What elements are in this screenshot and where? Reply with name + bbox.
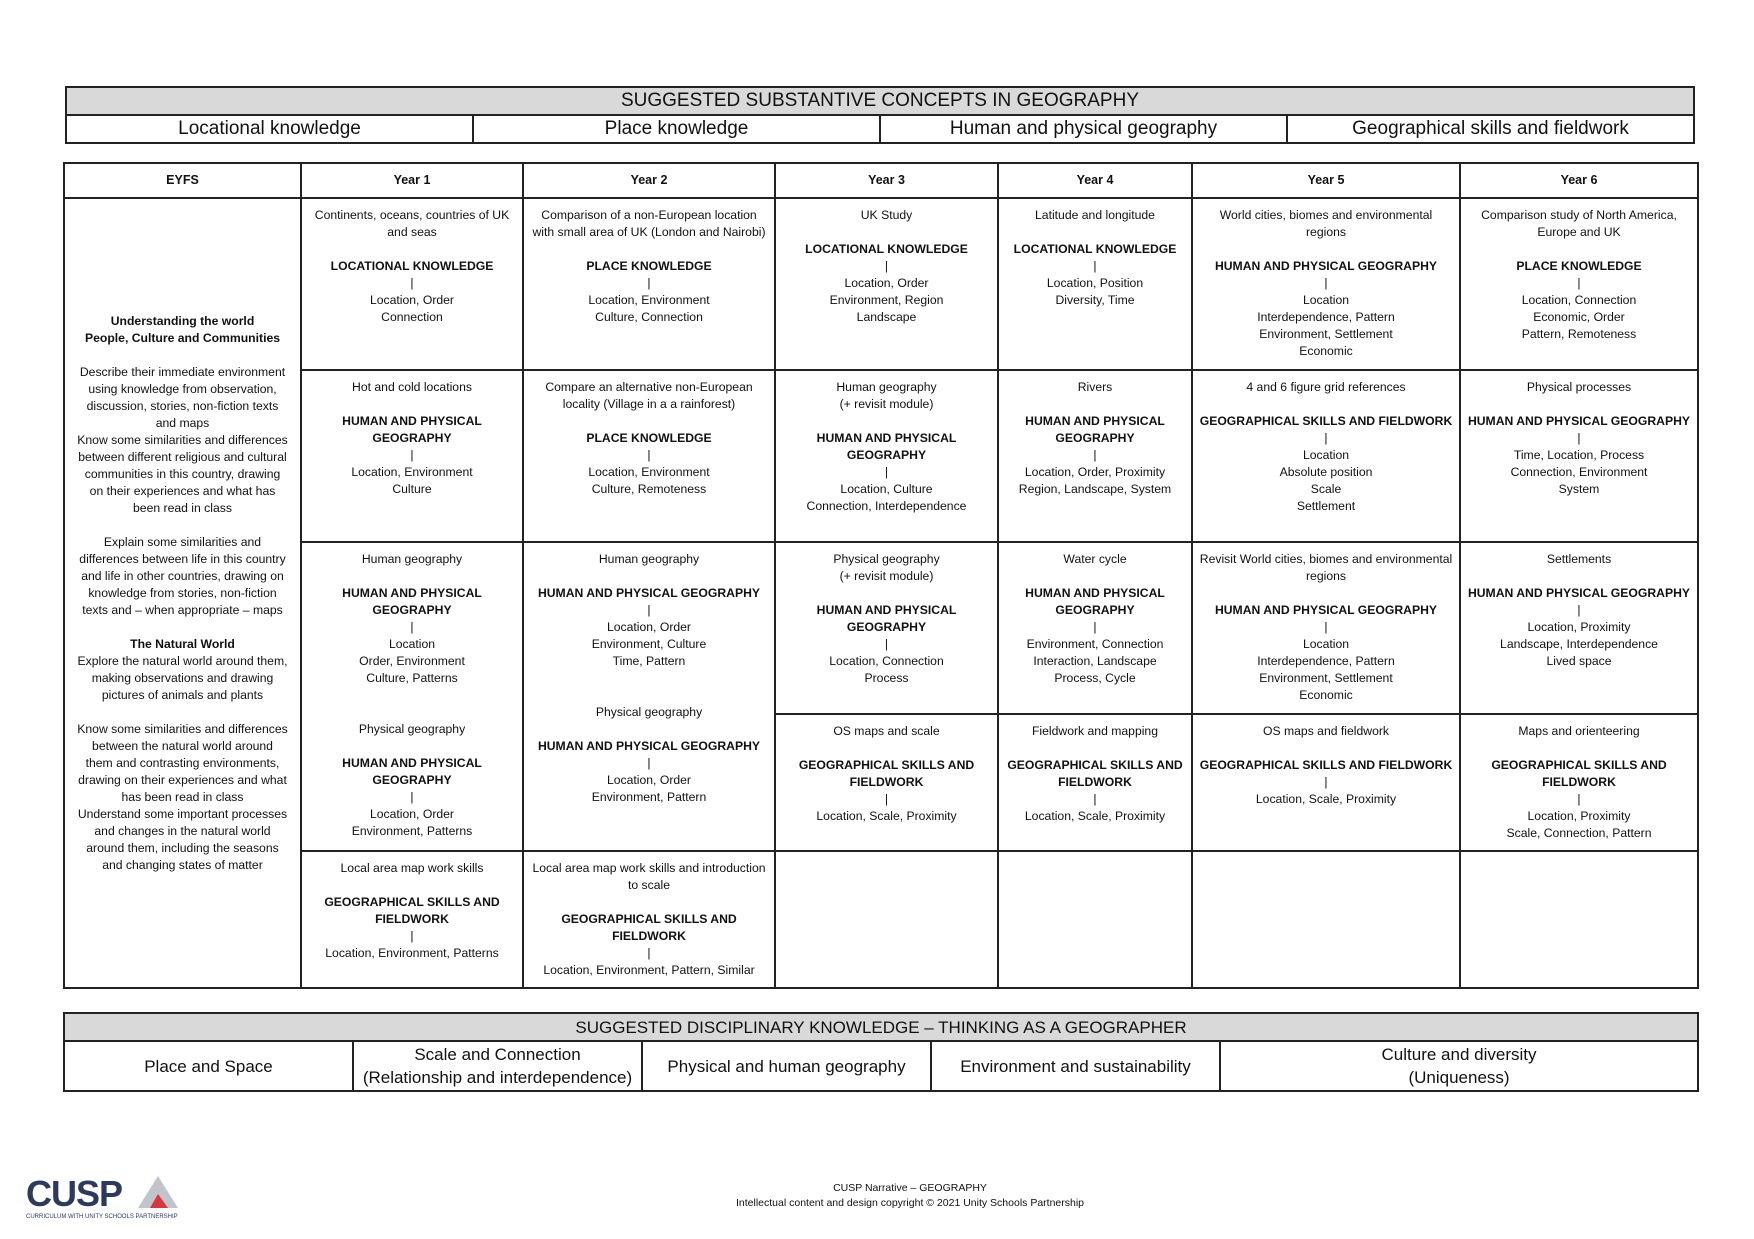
unit-title: Latitude and longitude [1035, 208, 1155, 222]
unit-concepts: Location, Order, Proximity [1024, 465, 1166, 479]
unit-category: HUMAN AND PHYSICAL GEOGRAPHY [1467, 586, 1691, 600]
unit-concepts: Time, Location, Process [1513, 448, 1645, 462]
unit-separator: | [1324, 620, 1328, 634]
concept-human-physical: Human and physical geography [880, 115, 1287, 143]
discipline-physical-human [642, 1041, 931, 1091]
unit-separator: | [647, 756, 651, 770]
substantive-concepts-table [65, 86, 1695, 144]
unit-category: GEOGRAPHICAL SKILLS AND FIELDWORK [798, 758, 975, 789]
unit-separator: | [884, 792, 889, 806]
unit-concepts: Absolute position [1279, 465, 1373, 479]
unit-title: Comparison of a non-European location with small area of UK (London and Nairobi) [532, 208, 766, 239]
unit-cell [775, 542, 998, 714]
unit-cell [1192, 198, 1460, 370]
unit-separator: | [410, 620, 414, 634]
unit-category: GEOGRAPHICAL SKILLS AND FIELDWORK [1491, 758, 1667, 789]
unit-title: Rivers [1077, 380, 1113, 394]
unit-title: Water cycle [1063, 552, 1127, 566]
unit-concepts: Landscape [856, 310, 917, 324]
year-header-3: Year 3 [775, 163, 998, 198]
eyfs-heading: People, Culture and Communities [84, 330, 281, 345]
unit-separator: | [1093, 259, 1097, 273]
unit-concepts: Environment, Patterns [351, 824, 473, 838]
discipline-label: Environment and sustainability [960, 1056, 1191, 1076]
unit-concepts: Environment, Pattern [591, 790, 707, 804]
unit-separator: | [884, 259, 889, 273]
unit-separator: | [1577, 276, 1581, 290]
unit-concepts: Location, Proximity [1527, 809, 1631, 823]
year-header-eyfs: EYFS [64, 163, 301, 198]
unit-category: GEOGRAPHICAL SKILLS AND FIELDWORK [561, 912, 737, 943]
unit-concepts: Location, Environment, Patterns [325, 946, 499, 960]
unit-title: Hot and cold locations [352, 380, 472, 394]
unit-concepts: Location, Scale, Proximity [1024, 809, 1166, 823]
unit-separator: | [1324, 276, 1328, 290]
unit-title: Physical geography [833, 552, 940, 566]
unit-category: PLACE KNOWLEDGE [586, 431, 712, 445]
discipline-place-space [64, 1041, 353, 1091]
footer-copyright: Intellectual content and design copyright © 2021 Unity Schools Partnership [735, 1197, 1085, 1209]
unit-concepts: Pattern, Remoteness [1521, 327, 1637, 341]
unit-category: HUMAN AND PHYSICAL GEOGRAPHY [1025, 414, 1165, 445]
unit-concepts: Process, Cycle [1054, 671, 1136, 685]
unit-title: 4 and 6 figure grid references [1246, 380, 1406, 394]
unit-cell [301, 542, 523, 851]
unit-category: LOCATIONAL KNOWLEDGE [1013, 242, 1177, 256]
unit-concepts: Culture, Remoteness [591, 482, 707, 496]
unit-concepts: Lived space [1546, 654, 1612, 668]
year-header-6: Year 6 [1460, 163, 1698, 198]
unit-category: LOCATIONAL KNOWLEDGE [330, 259, 494, 273]
unit-title: Comparison study of North America, Europe and UK [1481, 208, 1677, 239]
empty-cell [1192, 851, 1460, 988]
unit-category: GEOGRAPHICAL SKILLS AND FIELDWORK [324, 895, 500, 926]
unit-category: GEOGRAPHICAL SKILLS AND FIELDWORK [1007, 758, 1183, 789]
unit-separator: | [1577, 792, 1581, 806]
unit-separator: | [647, 603, 651, 617]
unit-cell [1460, 542, 1698, 714]
unit-separator: | [410, 448, 414, 462]
year-header-4: Year 4 [998, 163, 1192, 198]
unit-title: OS maps and fieldwork [1263, 724, 1389, 738]
unit-category: HUMAN AND PHYSICAL GEOGRAPHY [1214, 603, 1438, 617]
concept-skills-fieldwork: Geographical skills and fieldwork [1287, 115, 1694, 143]
unit-title: Physical processes [1526, 380, 1632, 394]
unit-separator: | [884, 465, 889, 479]
unit-concepts: Location [388, 637, 436, 651]
cusp-logo [26, 1170, 186, 1222]
unit-cell [998, 714, 1192, 851]
unit-concepts: Location, Culture [840, 482, 933, 496]
unit-cell [998, 542, 1192, 714]
unit-category: HUMAN AND PHYSICAL GEOGRAPHY [816, 431, 957, 462]
year-header-5: Year 5 [1192, 163, 1460, 198]
unit-concepts: Interaction, Landscape [1033, 654, 1157, 668]
unit-concepts: Environment, Region [829, 293, 944, 307]
unit-separator: | [647, 448, 651, 462]
unit-concepts: Location, Order [606, 773, 691, 787]
discipline-label: Physical and human geography [667, 1056, 906, 1076]
unit-subtitle: (+ revisit module) [839, 569, 934, 583]
unit-cell [998, 370, 1192, 542]
curriculum-grid [63, 162, 1699, 989]
unit-concepts: Location, Environment, Pattern, Similar [543, 963, 755, 977]
empty-cell [775, 851, 998, 988]
substantive-title: SUGGESTED SUBSTANTIVE CONCEPTS IN GEOGRAPHY [66, 87, 1694, 115]
unit-concepts: Environment, Connection [1026, 637, 1164, 651]
unit-category: PLACE KNOWLEDGE [1516, 259, 1642, 273]
unit-title: World cities, biomes and environmental regions [1219, 208, 1433, 239]
unit-category: HUMAN AND PHYSICAL GEOGRAPHY [1467, 414, 1691, 428]
unit-concepts: Scale [1310, 482, 1342, 496]
unit-category: HUMAN AND PHYSICAL GEOGRAPHY [1025, 586, 1165, 617]
unit-concepts: Connection [381, 310, 443, 324]
unit-concepts: Environment, Culture [591, 637, 707, 651]
unit-cell [1192, 370, 1460, 542]
unit-concepts: Process [864, 671, 909, 685]
unit-title: Physical geography [595, 705, 703, 719]
unit-cell [775, 714, 998, 851]
unit-cell [1460, 198, 1698, 370]
unit-title: OS maps and scale [833, 724, 940, 738]
unit-cell [998, 198, 1192, 370]
unit-concepts: Location, Order [369, 293, 454, 307]
svg-text:CUSP: CUSP [26, 1173, 123, 1214]
unit-concepts: Settlement [1296, 499, 1356, 513]
unit-category: GEOGRAPHICAL SKILLS AND FIELDWORK [1199, 414, 1453, 428]
unit-concepts: Location, Environment [588, 293, 710, 307]
unit-separator: | [1324, 431, 1328, 445]
eyfs-cell [64, 198, 301, 988]
eyfs-text: drawing on their experiences and what has been read in class [78, 772, 287, 804]
unit-concepts: Time, Pattern [612, 654, 686, 668]
unit-concepts: Location, Environment [351, 465, 473, 479]
unit-cell [523, 370, 775, 542]
unit-concepts: Interdependence, Pattern [1257, 654, 1395, 668]
unit-concepts: System [1558, 482, 1600, 496]
unit-concepts: Environment, Settlement [1259, 327, 1393, 341]
empty-cell [998, 851, 1192, 988]
unit-title: Fieldwork and mapping [1031, 724, 1158, 738]
unit-separator: | [410, 929, 414, 943]
unit-concepts: Location, Proximity [1527, 620, 1631, 634]
unit-concepts: Location [1302, 637, 1350, 651]
unit-concepts: Connection, Interdependence [806, 499, 967, 513]
unit-cell [523, 542, 775, 851]
unit-cell [523, 851, 775, 988]
disciplinary-knowledge-table [63, 1012, 1699, 1092]
unit-category: HUMAN AND PHYSICAL GEOGRAPHY [342, 414, 482, 445]
unit-concepts: Diversity, Time [1055, 293, 1135, 307]
unit-category: HUMAN AND PHYSICAL GEOGRAPHY [1214, 259, 1438, 273]
unit-concepts: Interdependence, Pattern [1257, 310, 1395, 324]
disciplinary-title: SUGGESTED DISCIPLINARY KNOWLEDGE – THINKING AS A GEOGRAPHER [64, 1013, 1698, 1041]
discipline-sublabel: (Uniqueness) [1408, 1068, 1510, 1087]
unit-cell [301, 198, 523, 370]
eyfs-text: Describe their immediate environment using knowledge from observation, discussion, stories, non-fiction texts and maps [79, 364, 286, 430]
unit-category: HUMAN AND PHYSICAL GEOGRAPHY [537, 739, 761, 753]
unit-concepts: Connection, Environment [1510, 465, 1648, 479]
unit-concepts: Location, Scale, Proximity [1255, 792, 1397, 806]
unit-concepts: Location [1302, 448, 1350, 462]
unit-concepts: Economic [1299, 688, 1353, 702]
unit-category: PLACE KNOWLEDGE [586, 259, 712, 273]
unit-separator: | [1577, 431, 1581, 445]
unit-title: Human geography [836, 380, 937, 394]
unit-separator: | [1093, 620, 1097, 634]
unit-cell [775, 370, 998, 542]
unit-cell [523, 198, 775, 370]
unit-concepts: Economic, Order [1533, 310, 1625, 324]
unit-concepts: Location, Connection [1521, 293, 1637, 307]
discipline-label: Place and Space [144, 1056, 273, 1076]
unit-separator: | [410, 276, 414, 290]
unit-separator: | [884, 637, 889, 651]
svg-text:CURRICULUM WITH UNITY SCHOOLS: CURRICULUM WITH UNITY SCHOOLS PARTNERSHIP [26, 1214, 178, 1220]
unit-cell [1192, 714, 1460, 851]
unit-title: Local area map work skills and introduction to scale [532, 861, 766, 892]
year-header-1: Year 1 [301, 163, 523, 198]
unit-cell [1460, 714, 1698, 851]
unit-concepts: Landscape, Interdependence [1500, 637, 1658, 651]
unit-title: Revisit World cities, biomes and environmental regions [1199, 552, 1453, 583]
unit-title: Maps and orienteering [1518, 724, 1640, 738]
unit-concepts: Location, Order [606, 620, 691, 634]
footer [640, 1181, 1180, 1211]
eyfs-text: Know some similarities and differences between the natural world around them and contrasting environments, [77, 721, 288, 770]
unit-separator: | [1577, 603, 1581, 617]
unit-concepts: Location, Order [844, 276, 929, 290]
unit-concepts: Location [1302, 293, 1350, 307]
unit-title: Human geography [361, 552, 463, 566]
unit-separator: | [1324, 775, 1328, 789]
eyfs-text: Know some similarities and differences between different religious and cultural communities in this country, drawing on their experiences and what has been read in class [77, 432, 288, 515]
unit-category: LOCATIONAL KNOWLEDGE [805, 242, 968, 256]
eyfs-text: Explain some similarities and differences between life in this country and life in other countries, drawing on knowledge from stories, non-fiction texts and – when appropriate – maps [79, 534, 286, 617]
unit-concepts: Culture, Connection [595, 310, 703, 324]
unit-subtitle: (+ revisit module) [839, 397, 934, 411]
unit-separator: | [1093, 792, 1097, 806]
unit-concepts: Region, Landscape, System [1018, 482, 1172, 496]
discipline-label: Scale and Connection [414, 1045, 581, 1064]
unit-separator: | [647, 946, 651, 960]
unit-concepts: Environment, Settlement [1259, 671, 1393, 685]
unit-cell [1192, 542, 1460, 714]
unit-title: Local area map work skills [340, 861, 484, 875]
unit-category: HUMAN AND PHYSICAL GEOGRAPHY [537, 586, 761, 600]
unit-concepts: Location, Order [369, 807, 454, 821]
unit-separator: | [1093, 448, 1097, 462]
unit-title: Continents, oceans, countries of UK and seas [314, 208, 510, 239]
unit-title: Compare an alternative non-European locality (Village in a a rainforest) [545, 380, 753, 411]
eyfs-heading: Understanding the world [110, 313, 255, 328]
footer-title: CUSP Narrative – GEOGRAPHY [833, 1182, 987, 1194]
empty-cell [1460, 851, 1698, 988]
unit-title: Human geography [598, 552, 700, 566]
unit-concepts: Location, Connection [829, 654, 944, 668]
unit-concepts: Location, Environment [588, 465, 710, 479]
cusp-logo-icon [26, 1170, 186, 1222]
unit-cell [301, 851, 523, 988]
unit-cell [301, 370, 523, 542]
unit-category: HUMAN AND PHYSICAL GEOGRAPHY [816, 603, 957, 634]
unit-title: Physical geography [358, 722, 466, 736]
unit-concepts: Culture [392, 482, 432, 496]
unit-category: GEOGRAPHICAL SKILLS AND FIELDWORK [1199, 758, 1453, 772]
concept-place: Place knowledge [473, 115, 880, 143]
eyfs-heading: The Natural World [130, 636, 235, 651]
unit-cell [775, 198, 998, 370]
unit-concepts: Order, Environment [359, 654, 465, 668]
discipline-sublabel: (Relationship and interdependence) [362, 1068, 633, 1087]
discipline-label: Culture and diversity [1381, 1045, 1537, 1064]
eyfs-text: Understand some important processes and changes in the natural world around them, including the seasons and changing states of matter [77, 806, 288, 872]
discipline-culture-diversity [1220, 1041, 1698, 1091]
unit-concepts: Location, Position [1046, 276, 1144, 290]
eyfs-text: Explore the natural world around them, making observations and drawing pictures of animals and plants [77, 653, 288, 702]
unit-concepts: Location, Scale, Proximity [816, 809, 957, 823]
unit-concepts: Scale, Connection, Pattern [1506, 826, 1652, 840]
unit-title: UK Study [860, 208, 913, 222]
unit-category: HUMAN AND PHYSICAL GEOGRAPHY [342, 586, 482, 617]
unit-separator: | [647, 276, 651, 290]
year-header-2: Year 2 [523, 163, 775, 198]
unit-concepts: Economic [1299, 344, 1353, 358]
discipline-environment [931, 1041, 1220, 1091]
unit-cell [1460, 370, 1698, 542]
discipline-scale-connection [353, 1041, 642, 1091]
unit-category: HUMAN AND PHYSICAL GEOGRAPHY [342, 756, 482, 787]
concept-locational: Locational knowledge [66, 115, 473, 143]
unit-title: Settlements [1546, 552, 1612, 566]
unit-concepts: Culture, Patterns [366, 671, 458, 685]
unit-separator: | [410, 790, 414, 804]
